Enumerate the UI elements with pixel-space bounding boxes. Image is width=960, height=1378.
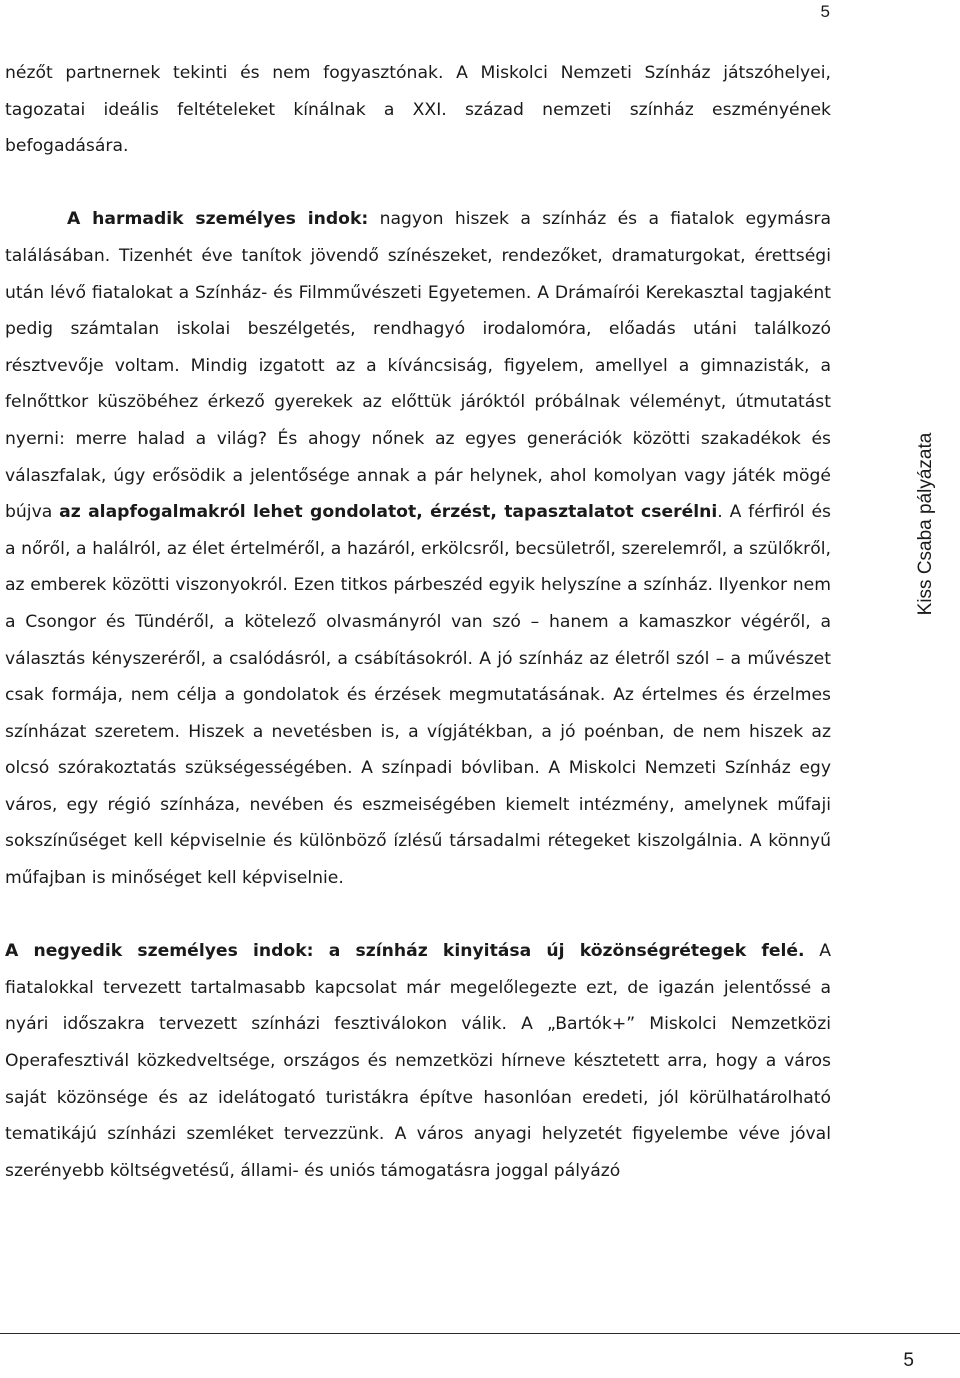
paragraph-2-emphasis: az alapfogalmakról lehet gondolatot, érzést, tapasztalatot cserélni (59, 502, 718, 523)
document-body (5, 55, 831, 1189)
paragraph-3-lead: A negyedik személyes indok: a színház kinyitása új közönségrétegek felé. (5, 941, 805, 962)
paragraph-3-text: A fiatalokkal tervezett tartalmasabb kapcsolat már megelőlegezte ezt, de igazán jelentőssé a nyári időszakra tervezett színházi fesztiválokon válik. A „Bartók+” Miskolci Nemzetközi Operafesztivál közkedveltsége, országos és nemzetközi hírneve késztetett arra, hogy a város saját közönsége és az idelátogató turistákra építve hasonlóan eredeti, jól körülhatárolható tematikájú színházi szemléket tervezzünk. A város anyagi helyzetét figyelembe véve jóval szerényebb költségvetésű, állami- és uniós támogatásra joggal pályázó (5, 941, 831, 1181)
page-number-bottom: 5 (903, 1350, 914, 1371)
paragraph-2-lead: A harmadik személyes indok: (67, 209, 369, 230)
paragraph-1: nézőt partnernek tekinti és nem fogyasztónak. A Miskolci Nemzeti Színház játszóhelyei, tagozatai ideális feltételeket kínálnak a XXI. század nemzeti színház eszményének befogadására. (5, 63, 831, 157)
paragraph-3 (5, 933, 831, 1189)
paragraph-2-text-c: . A férfiról és a nőről, a halálról, az élet értelméről, a hazáról, erkölcsről, becsületről, szerelemről, a szülőkről, az emberek közötti viszonyokról. Ezen titkos párbeszéd egyik helyszíne a színház. Ilyenkor nem a Csongor és Tündéről, a kötelező olvasmányról van szó – hanem a kamaszkor végéről, a választás kényszeréről, a csalódásról, a csábításokról. A jó színház az életről szól – a művészet csak formája, nem célja a gondolatok és érzések megmutatásának. Az értelmes és érzelmes színházat szeretem. Hiszek a nevetésben is, a vígjátékban, a jó poénban, de nem hiszek az olcsó szórakoztatás szükségességében. A színpadi bóvliban. A Miskolci Nemzeti Színház egy város, egy régió színháza, nevében és eszmeiségében kiemelt intézmény, amelynek műfaji sokszínűséget kell képviselnie és különböző ízlésű társadalmi rétegeket kiszolgálnia. A könnyű műfajban is minőséget kell képviselnie. (5, 502, 832, 889)
paragraph-2-text-a: nagyon hiszek a színház és a fiatalok egymásra találásában. Tizenhét éve tanítok jövendő színészeket, rendezőket, dramaturgokat, érettségi után lévő fiatalokat a Színház- és Filmművészeti Egyetemen. A Drámaírói Kerekasztal tagjaként pedig számtalan iskolai beszélgetés, rendhagyó irodalomóra, előadás utáni találkozó résztvevője voltam. Mindig izgatott az a kíváncsiság, figyelem, amellyel a gimnazisták, a felnőttkor küszöbéhez érkező gyerekek az előttük járóktól próbálnak véleményt, útmutatást nyerni: merre halad a világ? És ahogy nőnek az egyes generációk közötti szakadékok és válaszfalak, úgy erősödik a jelentősége annak a pár helynek, ahol komolyan vagy játék mögé bújva (5, 209, 831, 523)
footer-divider (0, 1333, 960, 1334)
paragraph-2 (5, 201, 831, 896)
page-number-top: 5 (820, 2, 830, 21)
side-label-author: Kiss Csaba pályázata (915, 432, 936, 616)
